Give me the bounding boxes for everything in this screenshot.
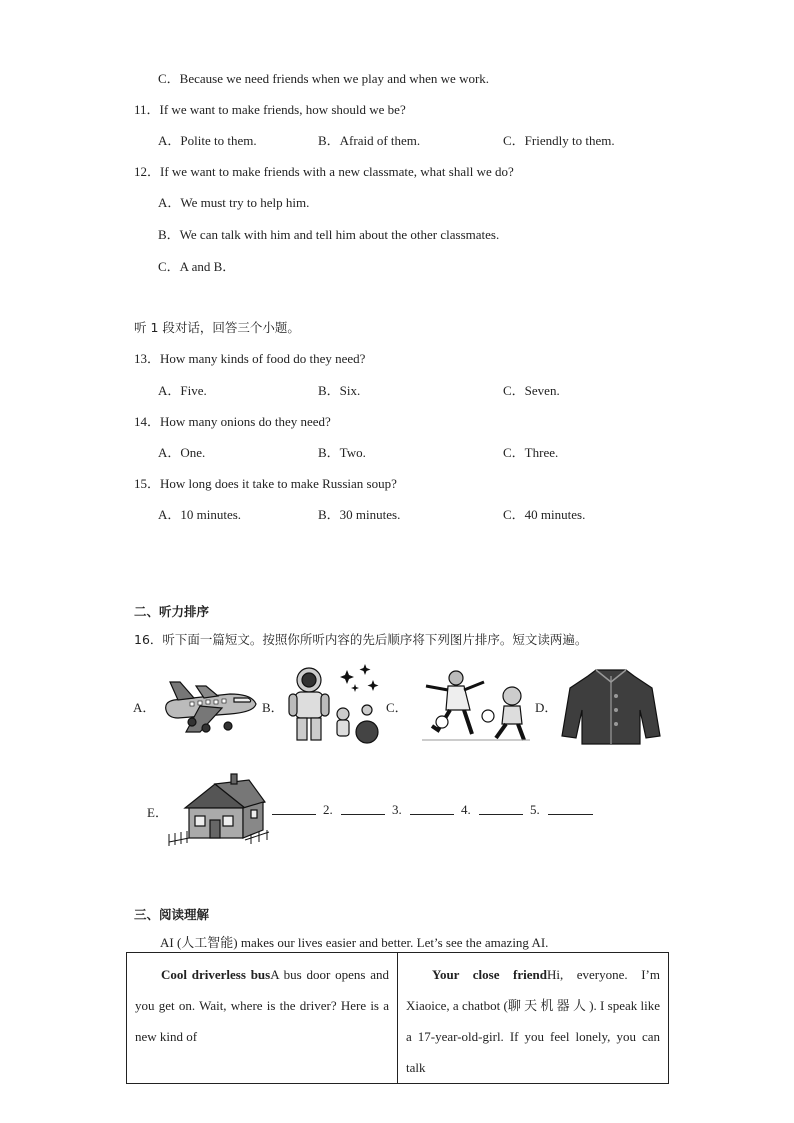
section2-title: 二、听力排序 <box>134 604 210 619</box>
q11-option-c: C．Friendly to them. <box>503 133 615 148</box>
pic-label-a: A． <box>133 700 156 715</box>
reading-intro: AI (人工智能) makes our lives easier and better. Let’s see the amazing AI. <box>160 935 549 950</box>
order-blank-5[interactable] <box>548 802 593 819</box>
q14-option-c: C．Three. <box>503 445 559 460</box>
q15-option-c: C．40 minutes. <box>503 507 586 522</box>
right-cell <box>398 953 669 1084</box>
q10-option-c: C．Because we need friends when we play and when we work. <box>158 71 490 86</box>
q11-option-a: A．Polite to them. <box>158 133 257 148</box>
coat-icon <box>560 666 662 746</box>
dialogue-instruction: 听 1 段对话，回答三个小题。 <box>134 320 300 335</box>
order-blank-1[interactable] <box>272 802 316 819</box>
section3-title: 三、阅读理解 <box>134 907 210 922</box>
order-number-4: 4. <box>461 802 471 817</box>
q15-option-b: B．30 minutes. <box>318 507 401 522</box>
reading-table <box>126 952 669 1084</box>
order-number-2: 2. <box>323 802 333 817</box>
house-icon <box>165 772 271 850</box>
q14-option-b: B．Two. <box>318 445 366 460</box>
q13-option-a: A．Five. <box>158 383 207 398</box>
q12-option-c: C．A and B． <box>158 259 236 274</box>
q14-option-a: A．One. <box>158 445 206 460</box>
q15-question: 15．How long does it take to make Russian soup? <box>134 476 397 491</box>
q11-question: 11．If we want to make friends, how should we be? <box>134 102 406 117</box>
left-cell-text: A bus door opens and you get on. Wait, where is the driver? Here is a new kind of <box>135 967 389 1044</box>
q12-option-b: B．We can talk with him and tell him about the other classmates. <box>158 227 500 242</box>
airplane-icon <box>160 672 260 740</box>
order-number-3: 3. <box>392 802 402 817</box>
q14-question: 14．How many onions do they need? <box>134 414 331 429</box>
order-blank-2[interactable] <box>341 802 385 819</box>
pic-label-d: D． <box>535 700 558 715</box>
order-blank-4[interactable] <box>479 802 523 819</box>
soccer-players-icon <box>412 666 534 744</box>
q15-option-a: A．10 minutes. <box>158 507 242 522</box>
pic-label-c: C． <box>386 700 408 715</box>
q12-option-a: A．We must try to help him. <box>158 195 310 210</box>
right-cell-heading: Your close friend <box>432 967 547 982</box>
right-cell-text: Hi, everyone. I’m Xiaoice, a chatbot (聊 天 机 器 人 ). I speak like a 17-year-old-girl. If you feel lonely, you can talk <box>406 967 660 1075</box>
q13-question: 13．How many kinds of food do they need? <box>134 351 366 366</box>
order-blank-3[interactable] <box>410 802 454 819</box>
order-number-5: 5. <box>530 802 540 817</box>
q11-option-b: B．Afraid of them. <box>318 133 421 148</box>
q13-option-c: C．Seven. <box>503 383 560 398</box>
pic-label-e: E． <box>147 805 168 820</box>
q12-question: 12．If we want to make friends with a new classmate, what shall we do? <box>134 164 514 179</box>
q16-instruction: 16．听下面一篇短文。按照你所听内容的先后顺序将下列图片排序。短文读两遍。 <box>134 632 588 647</box>
left-cell <box>127 953 398 1084</box>
left-cell-heading: Cool driverless bus <box>161 967 271 982</box>
pic-label-b: B． <box>262 700 284 715</box>
q13-option-b: B．Six. <box>318 383 361 398</box>
astronaut-icon <box>287 662 379 744</box>
